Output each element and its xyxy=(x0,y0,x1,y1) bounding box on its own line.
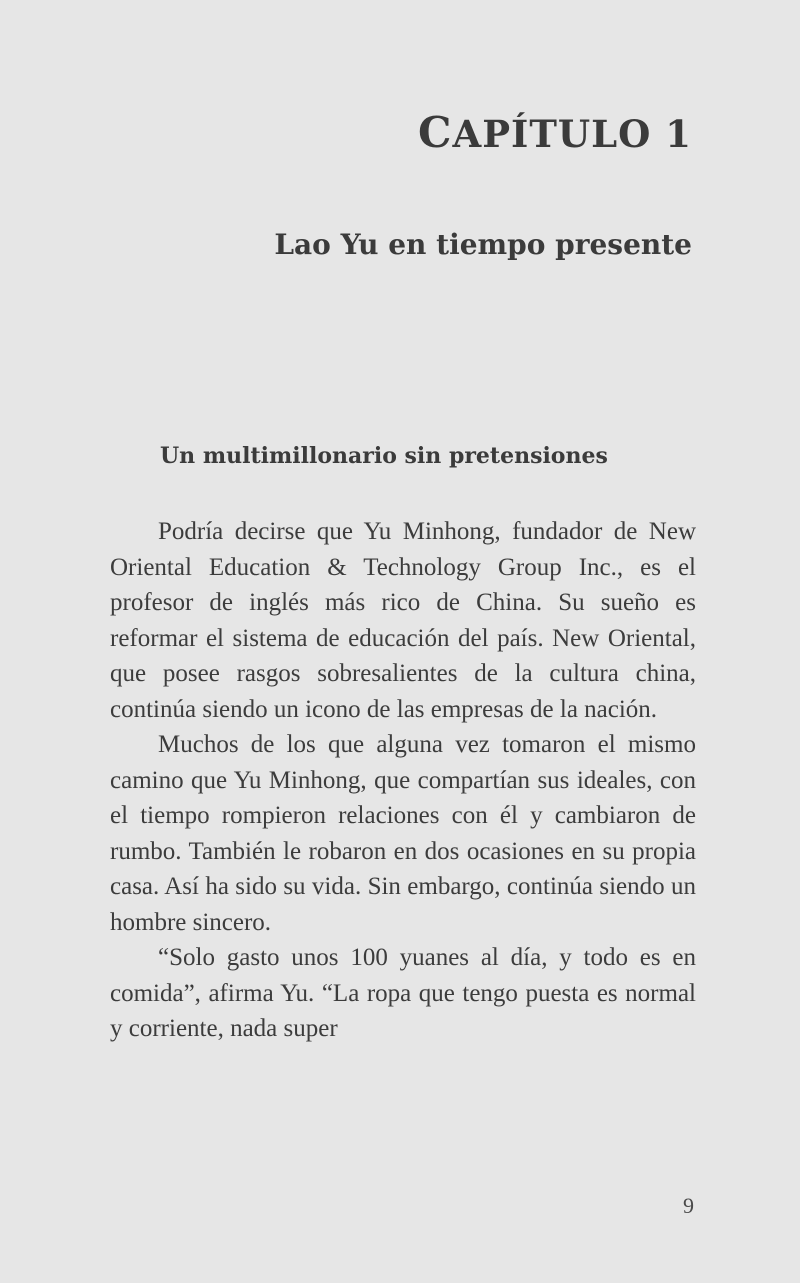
paragraph: Podría decirse que Yu Minhong, fundador de New Oriental Education & Technology Group Inc., es el profesor de inglés más rico de China. Su sueño es reformar el sistema de educación del país. New Oriental, que posee rasgos sobresalientes de la cultura china, continúa siendo un icono de las empresas de la nación. xyxy=(110,518,696,723)
chapter-title xyxy=(418,108,692,157)
paragraph: “Solo gasto unos 100 yuanes al día, y todo es en comida”, afirma Yu. “La ropa que tengo puesta es normal y corriente, nada super xyxy=(110,944,696,1042)
section-heading: Un multimillonario sin pretensiones xyxy=(160,443,608,469)
chapter-title-rest: APÍTULO 1 xyxy=(452,112,692,156)
chapter-subtitle: Lao Yu en tiempo presente xyxy=(274,228,692,261)
chapter-title-initial: C xyxy=(418,108,453,157)
paragraph: Muchos de los que alguna vez tomaron el mismo camino que Yu Minhong, que compartían sus ideales, con el tiempo rompieron relaciones con él y cambiaron de rumbo. También le robaron en dos ocasiones en su propia casa. Así ha sido su vida. Sin embargo, continúa siendo un hombre sincero. xyxy=(110,731,696,936)
body-text xyxy=(110,514,696,1047)
page-number: 9 xyxy=(683,1193,694,1218)
